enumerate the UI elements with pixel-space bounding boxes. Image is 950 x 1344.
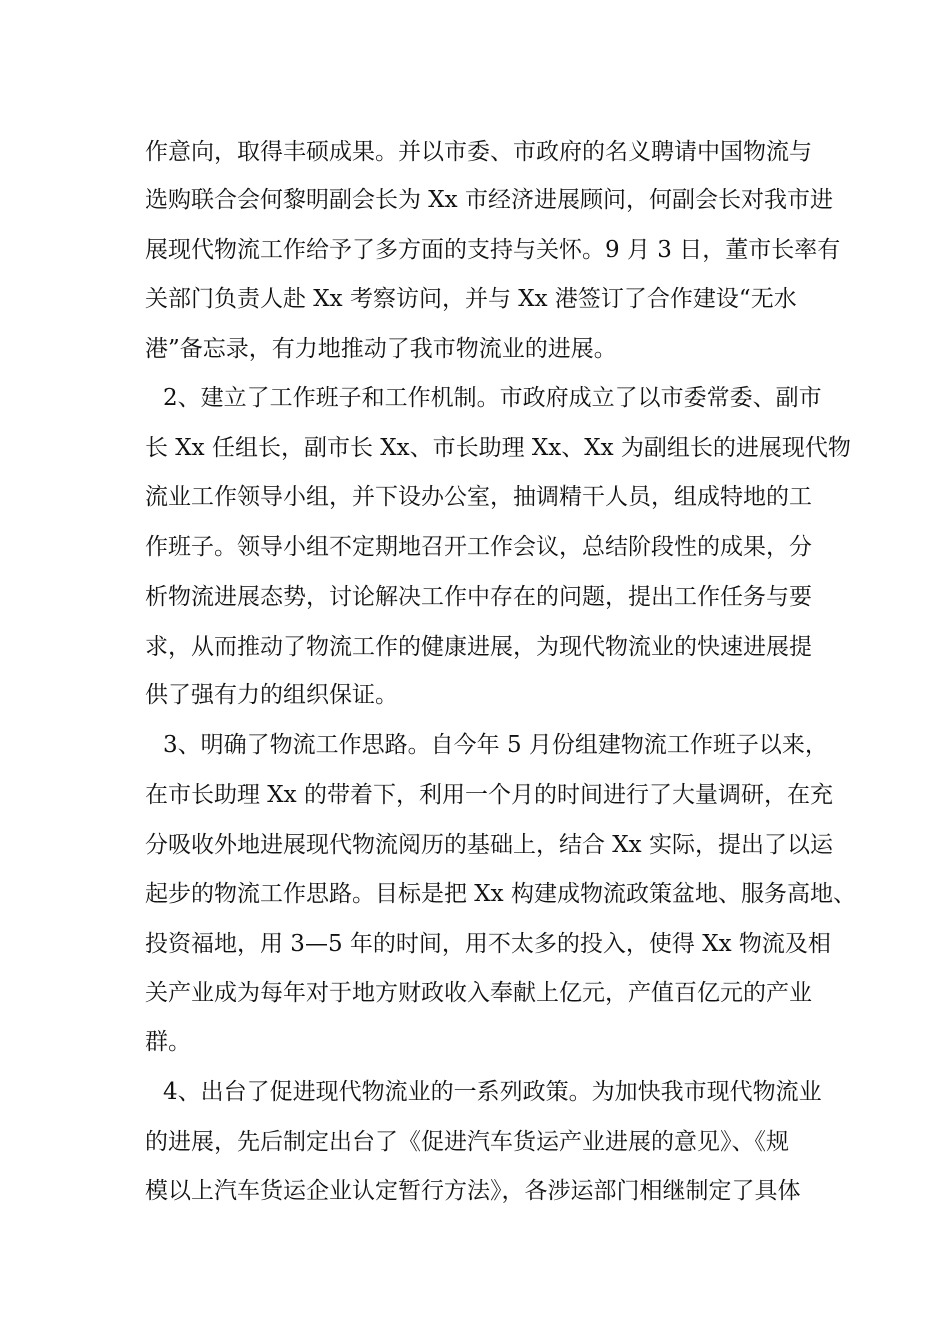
text-line: 投资福地，用 3—5 年的时间，用不太多的投入，使得 Xx 物流及相 [145,931,831,957]
text-line: 选购联合会何黎明副会长为 Xx 市经济进展顾问，何副会长对我市进 [145,187,833,213]
text-line: 作意向，取得丰硕成果。并以市委、市政府的名义聘请中国物流与 [145,139,812,165]
text-line: 供了强有力的组织保证。 [145,682,398,708]
text-line: 模以上汽车货运企业认定暂行方法》，各涉运部门相继制定了具体 [145,1178,801,1204]
text-line: 作班子。领导小组不定期地召开工作会议，总结阶段性的成果，分 [145,534,812,560]
text-line: 析物流进展态势，讨论解决工作中存在的问题，提出工作任务与要 [145,584,812,610]
text-line: 群。 [145,1029,191,1055]
text-line: 展现代物流工作给予了多方面的支持与关怀。9 月 3 日，董市长率有 [145,237,841,263]
paragraph-4-start: 4、出台了促进现代物流业的一系列政策。为加快我市现代物流业 [163,1079,822,1105]
text-line: 在市长助理 Xx 的带着下，利用一个月的时间进行了大量调研，在充 [145,782,833,808]
text-line: 流业工作领导小组，并下设办公室，抽调精干人员，组成特地的工 [145,484,812,510]
text-line: 长 Xx 任组长，副市长 Xx、市长助理 Xx、Xx 为副组长的进展现代物 [145,435,851,461]
paragraph-2-start: 2、建立了工作班子和工作机制。市政府成立了以市委常委、副市 [163,385,822,411]
text-line: 求，从而推动了物流工作的健康进展，为现代物流业的快速进展提 [145,634,812,660]
text-line: 港”备忘录，有力地推动了我市物流业的进展。 [145,336,617,362]
text-line: 关部门负责人赴 Xx 考察访问，并与 Xx 港签订了合作建设“无水 [145,286,797,312]
text-line: 分吸收外地进展现代物流阅历的基础上，结合 Xx 实际，提出了以运 [145,832,833,858]
text-line: 起步的物流工作思路。目标是把 Xx 构建成物流政策盆地、服务高地、 [145,881,856,907]
text-line: 关产业成为每年对于地方财政收入奉献上亿元，产值百亿元的产业 [145,980,812,1006]
text-line: 的进展，先后制定出台了《促进汽车货运产业进展的意见》、《规 [145,1129,789,1155]
paragraph-3-start: 3、明确了物流工作思路。自今年 5 月份组建物流工作班子以来， [163,732,828,758]
